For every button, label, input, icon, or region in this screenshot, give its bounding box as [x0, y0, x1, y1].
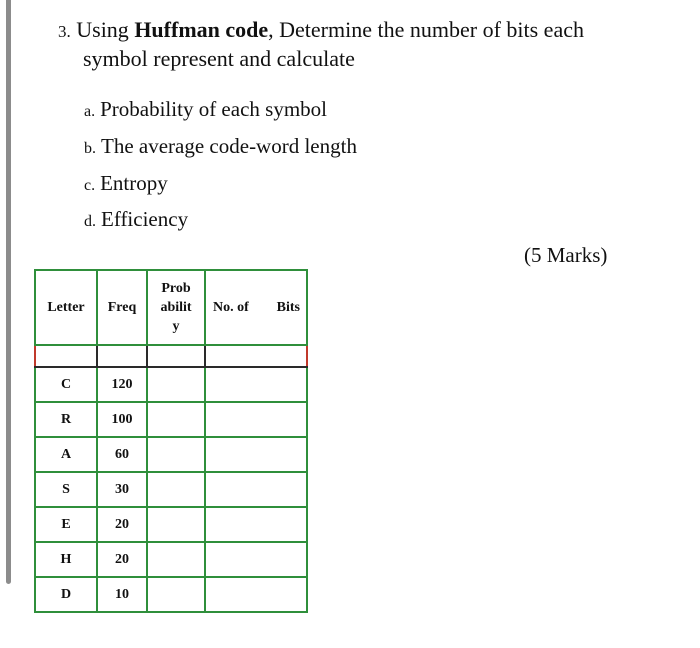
item-text: Probability of each symbol: [100, 97, 327, 121]
cell-probability: [147, 507, 205, 542]
cell-probability: [147, 577, 205, 612]
table-row: [35, 367, 307, 402]
question-bold-term: Huffman code: [134, 17, 269, 42]
item-label: c.: [84, 177, 96, 194]
table-row: [35, 437, 307, 472]
marks-label: (5 Marks): [524, 243, 608, 267]
question-text: [58, 16, 658, 72]
item-probability: [84, 97, 327, 122]
cell-bits: [205, 577, 307, 612]
question-prefix: Using: [76, 17, 135, 42]
item-label: d.: [84, 213, 96, 230]
cell-freq: 10: [97, 577, 147, 612]
item-label: a.: [84, 103, 96, 120]
item-average-length: [84, 134, 357, 159]
header-freq: Freq: [97, 270, 147, 345]
cell-probability: [147, 437, 205, 472]
cell-bits: [205, 402, 307, 437]
item-label: b.: [84, 140, 96, 157]
cell-probability: [147, 542, 205, 577]
cell-letter: C: [35, 367, 97, 402]
header-no-of-bits: [205, 270, 307, 345]
table-row: [35, 402, 307, 437]
table-blank-row: [35, 345, 307, 367]
cell-probability: [147, 472, 205, 507]
item-text: Efficiency: [101, 207, 189, 231]
cell-bits: [205, 367, 307, 402]
header-prob-line: Prob: [161, 281, 191, 296]
header-letter: Letter: [35, 270, 97, 345]
header-prob-line: abilit: [160, 300, 192, 315]
header-prob-line: y: [172, 319, 180, 334]
cell-bits: [205, 507, 307, 542]
item-text: Entropy: [100, 171, 168, 195]
cell-probability: [147, 402, 205, 437]
cell-letter: S: [35, 472, 97, 507]
question-line-2: symbol represent and calculate: [83, 46, 355, 71]
item-efficiency: [84, 207, 188, 232]
cell-freq: 120: [97, 367, 147, 402]
cell-letter: E: [35, 507, 97, 542]
cell-bits: [205, 437, 307, 472]
question-number: 3.: [58, 22, 71, 41]
cell-bits: [205, 472, 307, 507]
header-no-of: No. of: [213, 299, 249, 315]
cell-letter: D: [35, 577, 97, 612]
question-line-1: [58, 16, 658, 45]
table-row: [35, 507, 307, 542]
cell-freq: 60: [97, 437, 147, 472]
table-row: [35, 577, 307, 612]
frequency-table: [34, 269, 308, 613]
table-header-row: [35, 270, 307, 345]
cell-bits: [205, 542, 307, 577]
cell-freq: 100: [97, 402, 147, 437]
item-entropy: [84, 171, 168, 196]
item-text: The average code-word length: [101, 134, 357, 158]
question-suffix: , Determine the number of bits each: [268, 17, 584, 42]
header-bits: Bits: [276, 299, 300, 315]
table-row: [35, 542, 307, 577]
cell-probability: [147, 367, 205, 402]
cell-letter: H: [35, 542, 97, 577]
scrollbar[interactable]: [6, 0, 11, 584]
cell-letter: R: [35, 402, 97, 437]
cell-freq: 30: [97, 472, 147, 507]
cell-letter: A: [35, 437, 97, 472]
header-probability: [147, 270, 205, 345]
cell-freq: 20: [97, 542, 147, 577]
cell-freq: 20: [97, 507, 147, 542]
table-row: [35, 472, 307, 507]
